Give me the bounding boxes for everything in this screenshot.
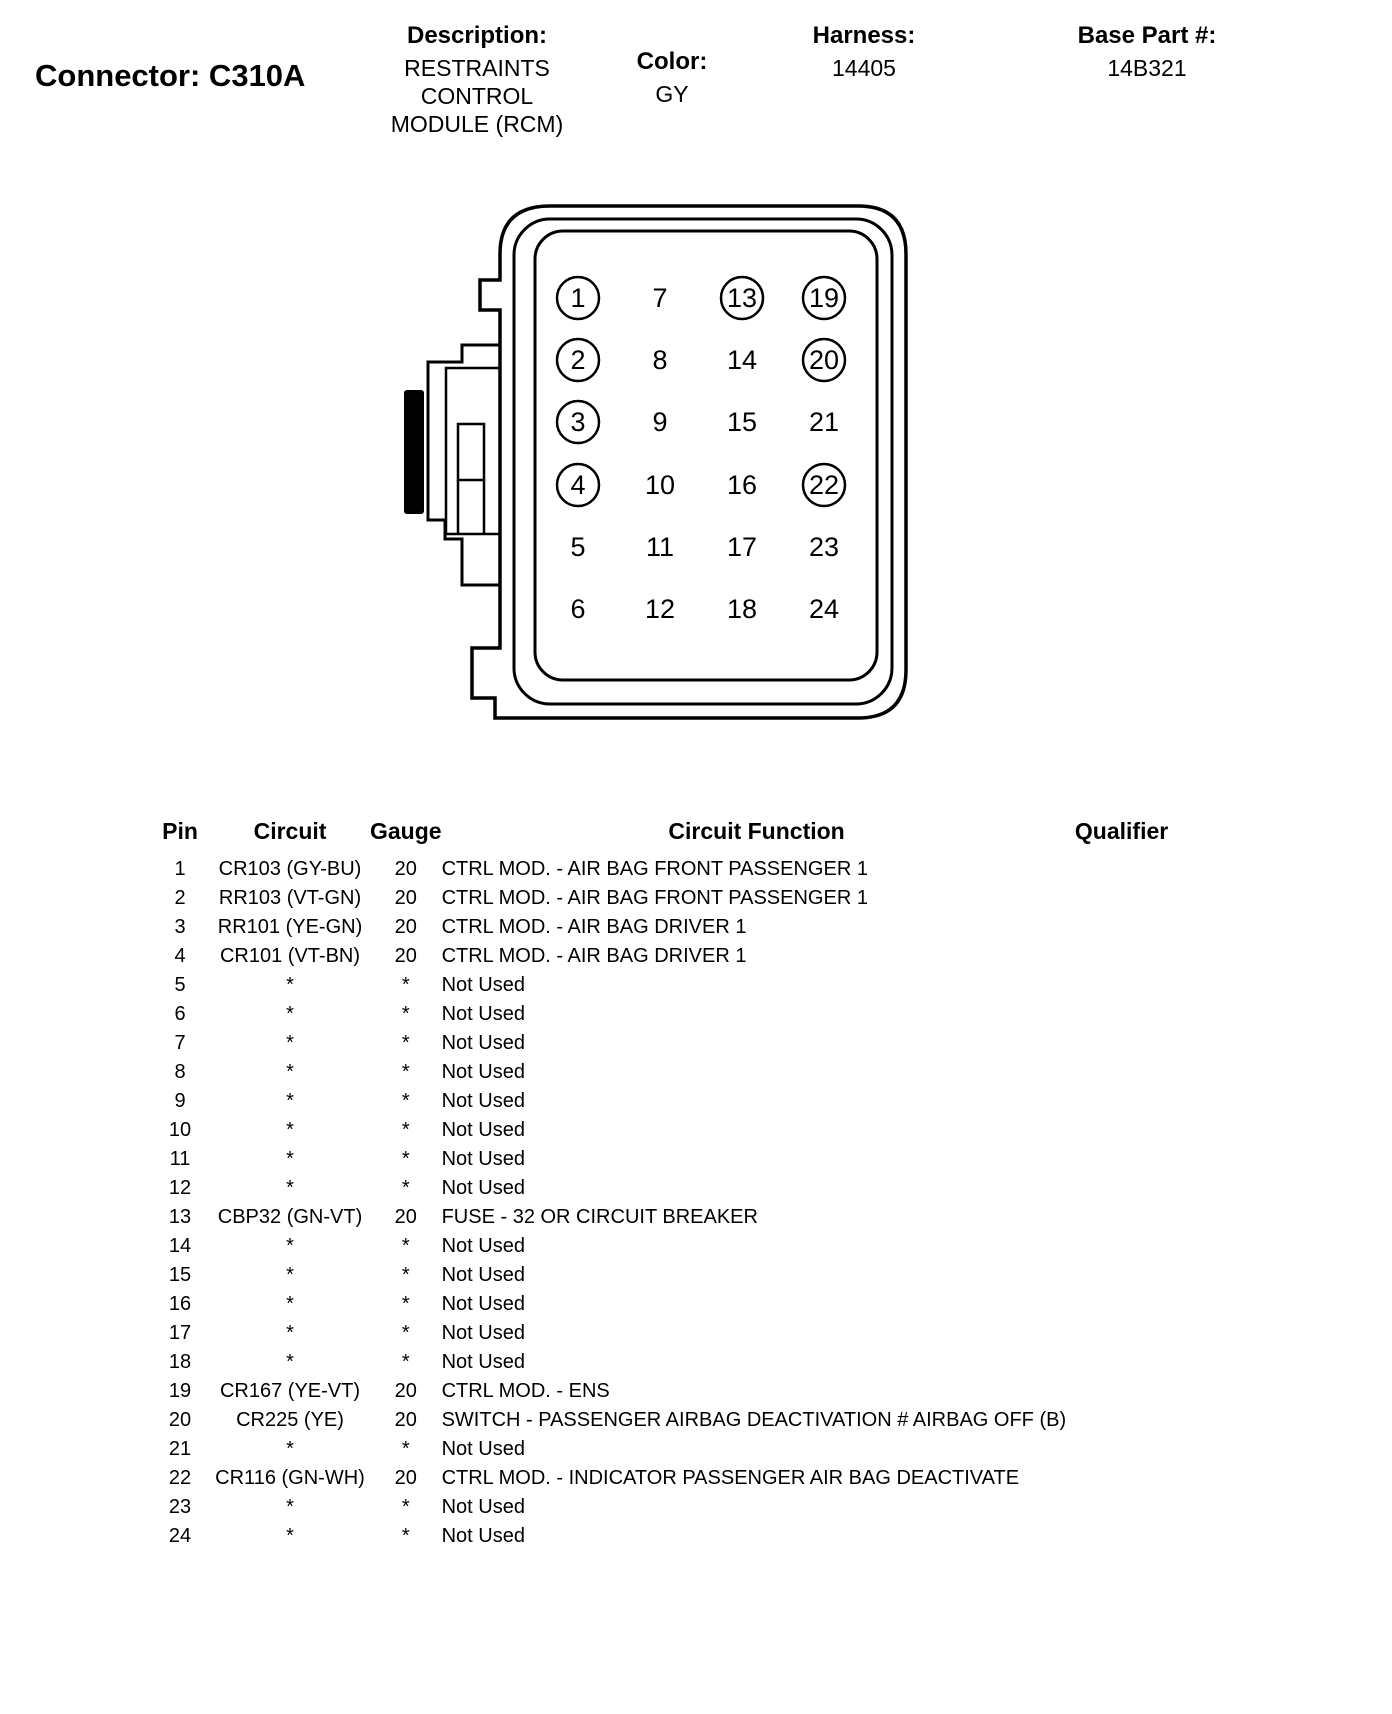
- table-row-pin-19: [150, 1377, 1172, 1406]
- table-row-pin-4: [150, 942, 1172, 971]
- cell-gauge: *: [401, 1032, 410, 1054]
- cell-function: Not Used: [441, 1177, 525, 1199]
- cell-circuit: *: [286, 1235, 294, 1257]
- cell-qualifier: [1072, 1377, 1172, 1406]
- cell-circuit: *: [286, 1032, 294, 1054]
- cell-circuit: CR167 (YE-VT): [219, 1380, 361, 1402]
- cell-circuit: CR116 (GN-WH): [215, 1467, 365, 1489]
- cell-gauge: 20: [394, 1380, 417, 1402]
- cell-gauge: *: [401, 1351, 410, 1373]
- pin-number-15: 15: [726, 407, 758, 437]
- color-value: GY: [655, 81, 689, 107]
- cell-function: Not Used: [441, 1351, 525, 1373]
- pin-number-11: 11: [645, 532, 675, 562]
- cell-pin: 24: [168, 1525, 192, 1547]
- cell-pin: 13: [168, 1206, 192, 1228]
- cell-circuit: RR103 (VT-GN): [218, 887, 362, 909]
- pin-number-20: 20: [808, 345, 840, 375]
- cell-pin: 21: [168, 1438, 192, 1460]
- pin-number-1: 1: [570, 283, 586, 313]
- cell-circuit: CR101 (VT-BN): [219, 945, 361, 967]
- pin-number-17: 17: [726, 532, 758, 562]
- cell-gauge: 20: [394, 945, 417, 967]
- cell-circuit: *: [286, 1090, 294, 1112]
- cell-qualifier: [1072, 1029, 1172, 1058]
- cell-qualifier: [1072, 1493, 1172, 1522]
- cell-circuit: *: [286, 1061, 294, 1083]
- cell-pin: 9: [174, 1090, 186, 1112]
- cell-circuit: CR103 (GY-BU): [218, 858, 362, 880]
- cell-circuit: *: [286, 1119, 294, 1141]
- cell-function: Not Used: [441, 1293, 525, 1315]
- table-row-pin-20: [150, 1406, 1172, 1435]
- cell-function: CTRL MOD. - INDICATOR PASSENGER AIR BAG DEACTIVATE: [441, 1467, 1020, 1489]
- cell-pin: 1: [174, 858, 186, 880]
- cell-circuit: *: [286, 1496, 294, 1518]
- table-row-pin-18: [150, 1348, 1172, 1377]
- cell-circuit: CBP32 (GN-VT): [217, 1206, 363, 1228]
- pin-number-14: 14: [726, 345, 758, 375]
- table-header-circuit-function: Circuit Function: [668, 818, 845, 844]
- base-part-label: Base Part #:: [1077, 22, 1217, 49]
- table-row-pin-17: [150, 1319, 1172, 1348]
- cell-circuit: *: [286, 974, 294, 996]
- color-block: [617, 48, 727, 108]
- pin-number-18: 18: [726, 594, 758, 624]
- cell-circuit: *: [286, 1293, 294, 1315]
- cell-qualifier: [1072, 1000, 1172, 1029]
- cell-function: CTRL MOD. - ENS: [441, 1380, 610, 1402]
- cell-pin: 16: [168, 1293, 192, 1315]
- cell-function: Not Used: [441, 1003, 525, 1025]
- table-row-pin-13: [150, 1203, 1172, 1232]
- harness-label: Harness:: [812, 22, 916, 49]
- cell-qualifier: [1072, 1435, 1172, 1464]
- cell-qualifier: [1072, 855, 1172, 884]
- description-label: Description:: [406, 22, 547, 49]
- cell-qualifier: [1072, 1145, 1172, 1174]
- table-row-pin-9: [150, 1087, 1172, 1116]
- table-row-pin-14: [150, 1232, 1172, 1261]
- pin-number-2: 2: [570, 345, 586, 375]
- cell-gauge: *: [401, 1293, 410, 1315]
- description-block: [372, 22, 582, 138]
- table-row-pin-1: [150, 855, 1172, 884]
- table-row-pin-21: [150, 1435, 1172, 1464]
- cell-qualifier: [1072, 1464, 1172, 1493]
- table-header-pin: Pin: [162, 818, 198, 844]
- table-row-pin-16: [150, 1290, 1172, 1319]
- cell-circuit: *: [286, 1264, 294, 1286]
- table-row-pin-11: [150, 1145, 1172, 1174]
- pin-number-10: 10: [644, 470, 676, 500]
- cell-gauge: *: [401, 1496, 410, 1518]
- cell-gauge: *: [401, 1119, 410, 1141]
- cell-gauge: 20: [394, 916, 417, 938]
- cell-function: Not Used: [441, 1061, 525, 1083]
- color-label: Color:: [636, 48, 708, 75]
- pin-number-16: 16: [726, 470, 758, 500]
- cell-qualifier: [1072, 1261, 1172, 1290]
- pin-number-13: 13: [726, 283, 758, 313]
- cell-function: CTRL MOD. - AIR BAG FRONT PASSENGER 1: [441, 887, 868, 909]
- cell-pin: 23: [168, 1496, 192, 1518]
- cell-circuit: *: [286, 1177, 294, 1199]
- cell-gauge: *: [401, 1090, 410, 1112]
- cell-circuit: *: [286, 1525, 294, 1547]
- pin-number-24: 24: [808, 594, 840, 624]
- cell-gauge: 20: [394, 1409, 417, 1431]
- connector-title: Connector: C310A: [35, 58, 306, 93]
- cell-pin: 10: [168, 1119, 192, 1141]
- cell-qualifier: [1072, 971, 1172, 1000]
- cell-function: Not Used: [441, 1496, 525, 1518]
- cell-gauge: *: [401, 1438, 410, 1460]
- cell-function: FUSE - 32 OR CIRCUIT BREAKER: [441, 1206, 758, 1228]
- cell-circuit: CR225 (YE): [236, 1409, 344, 1431]
- cell-qualifier: [1072, 1406, 1172, 1435]
- cell-pin: 8: [174, 1061, 186, 1083]
- pin-number-9: 9: [652, 407, 668, 437]
- cell-pin: 17: [168, 1322, 192, 1344]
- cell-qualifier: [1072, 1087, 1172, 1116]
- cell-gauge: 20: [394, 1206, 417, 1228]
- pin-number-23: 23: [808, 532, 840, 562]
- cell-pin: 15: [168, 1264, 192, 1286]
- cell-circuit: *: [286, 1351, 294, 1373]
- cell-function: Not Used: [441, 1438, 525, 1460]
- pin-number-6: 6: [570, 594, 586, 624]
- cell-qualifier: [1072, 1290, 1172, 1319]
- cell-gauge: *: [401, 1264, 410, 1286]
- base-part-value: 14B321: [1107, 55, 1187, 81]
- table-row-pin-3: [150, 913, 1172, 942]
- table-row-pin-5: [150, 971, 1172, 1000]
- cell-pin: 12: [168, 1177, 192, 1199]
- cell-gauge: *: [401, 1322, 410, 1344]
- cell-gauge: *: [401, 1148, 410, 1170]
- cell-circuit: *: [286, 1322, 294, 1344]
- pin-number-22: 22: [808, 470, 840, 500]
- table-row-pin-23: [150, 1493, 1172, 1522]
- cell-qualifier: [1072, 1232, 1172, 1261]
- cell-pin: 11: [169, 1148, 191, 1170]
- cell-pin: 18: [168, 1351, 192, 1373]
- cell-qualifier: [1072, 1522, 1172, 1551]
- table-row-pin-12: [150, 1174, 1172, 1203]
- cell-gauge: 20: [394, 887, 417, 909]
- cell-function: Not Used: [441, 1322, 525, 1344]
- cell-gauge: *: [401, 974, 410, 996]
- cell-gauge: *: [401, 1525, 410, 1547]
- cell-function: SWITCH - PASSENGER AIRBAG DEACTIVATION # AIRBAG OFF (B): [441, 1409, 1067, 1431]
- pin-number-8: 8: [652, 345, 668, 375]
- connector-diagram: [400, 198, 920, 728]
- harness-value: 14405: [832, 55, 896, 81]
- cell-qualifier: [1072, 1058, 1172, 1087]
- cell-gauge: *: [401, 1235, 410, 1257]
- pin-number-3: 3: [570, 407, 586, 437]
- cell-function: Not Used: [441, 1525, 525, 1547]
- table-header-qualifier: Qualifier: [1074, 818, 1169, 844]
- table-row-pin-22: [150, 1464, 1172, 1493]
- cell-function: Not Used: [441, 1264, 525, 1286]
- harness-block: [789, 22, 939, 82]
- cell-function: Not Used: [441, 974, 525, 996]
- cell-qualifier: [1072, 1203, 1172, 1232]
- cell-function: CTRL MOD. - AIR BAG DRIVER 1: [441, 945, 747, 967]
- table-header-gauge: Gauge: [370, 818, 442, 844]
- cell-qualifier: [1072, 1116, 1172, 1145]
- cell-qualifier: [1072, 1174, 1172, 1203]
- cell-pin: 19: [168, 1380, 192, 1402]
- cell-pin: 14: [168, 1235, 192, 1257]
- table-row-pin-15: [150, 1261, 1172, 1290]
- description-value: RESTRAINTS CONTROL MODULE (RCM): [390, 55, 564, 137]
- cell-qualifier: [1072, 884, 1172, 913]
- cell-gauge: *: [401, 1003, 410, 1025]
- cell-pin: 3: [174, 916, 186, 938]
- cell-gauge: *: [401, 1177, 410, 1199]
- cell-gauge: 20: [394, 858, 417, 880]
- cell-function: CTRL MOD. - AIR BAG FRONT PASSENGER 1: [441, 858, 868, 880]
- table-header-row: [150, 818, 1172, 855]
- table-row-pin-2: [150, 884, 1172, 913]
- cell-circuit: *: [286, 1438, 294, 1460]
- table-row-pin-6: [150, 1000, 1172, 1029]
- cell-circuit: RR101 (YE-GN): [217, 916, 363, 938]
- pin-number-5: 5: [570, 532, 586, 562]
- cell-qualifier: [1072, 913, 1172, 942]
- cell-pin: 20: [168, 1409, 192, 1431]
- cell-function: Not Used: [441, 1032, 525, 1054]
- cell-circuit: *: [286, 1003, 294, 1025]
- pin-number-19: 19: [808, 283, 840, 313]
- pinout-table: [150, 818, 1172, 1551]
- table-row-pin-10: [150, 1116, 1172, 1145]
- side-terminal-block: [404, 390, 424, 514]
- cell-circuit: *: [286, 1148, 294, 1170]
- cell-pin: 22: [168, 1467, 192, 1489]
- table-header-circuit: Circuit: [253, 818, 327, 844]
- cell-gauge: *: [401, 1061, 410, 1083]
- cell-function: CTRL MOD. - AIR BAG DRIVER 1: [441, 916, 747, 938]
- base-part-block: [1057, 22, 1237, 82]
- pin-number-12: 12: [644, 594, 676, 624]
- cell-function: Not Used: [441, 1119, 525, 1141]
- cell-gauge: 20: [394, 1467, 417, 1489]
- table-row-pin-7: [150, 1029, 1172, 1058]
- pin-number-21: 21: [808, 407, 840, 437]
- cell-qualifier: [1072, 1348, 1172, 1377]
- pin-number-4: 4: [570, 470, 586, 500]
- cell-pin: 2: [174, 887, 186, 909]
- cell-pin: 6: [174, 1003, 186, 1025]
- cell-pin: 4: [174, 945, 186, 967]
- connector-body-outline: [472, 206, 906, 718]
- cell-function: Not Used: [441, 1235, 525, 1257]
- cell-function: Not Used: [441, 1148, 525, 1170]
- table-row-pin-8: [150, 1058, 1172, 1087]
- cell-pin: 7: [174, 1032, 186, 1054]
- cell-function: Not Used: [441, 1090, 525, 1112]
- cell-qualifier: [1072, 1319, 1172, 1348]
- table-row-pin-24: [150, 1522, 1172, 1551]
- cell-pin: 5: [174, 974, 186, 996]
- pin-number-7: 7: [652, 283, 668, 313]
- cell-qualifier: [1072, 942, 1172, 971]
